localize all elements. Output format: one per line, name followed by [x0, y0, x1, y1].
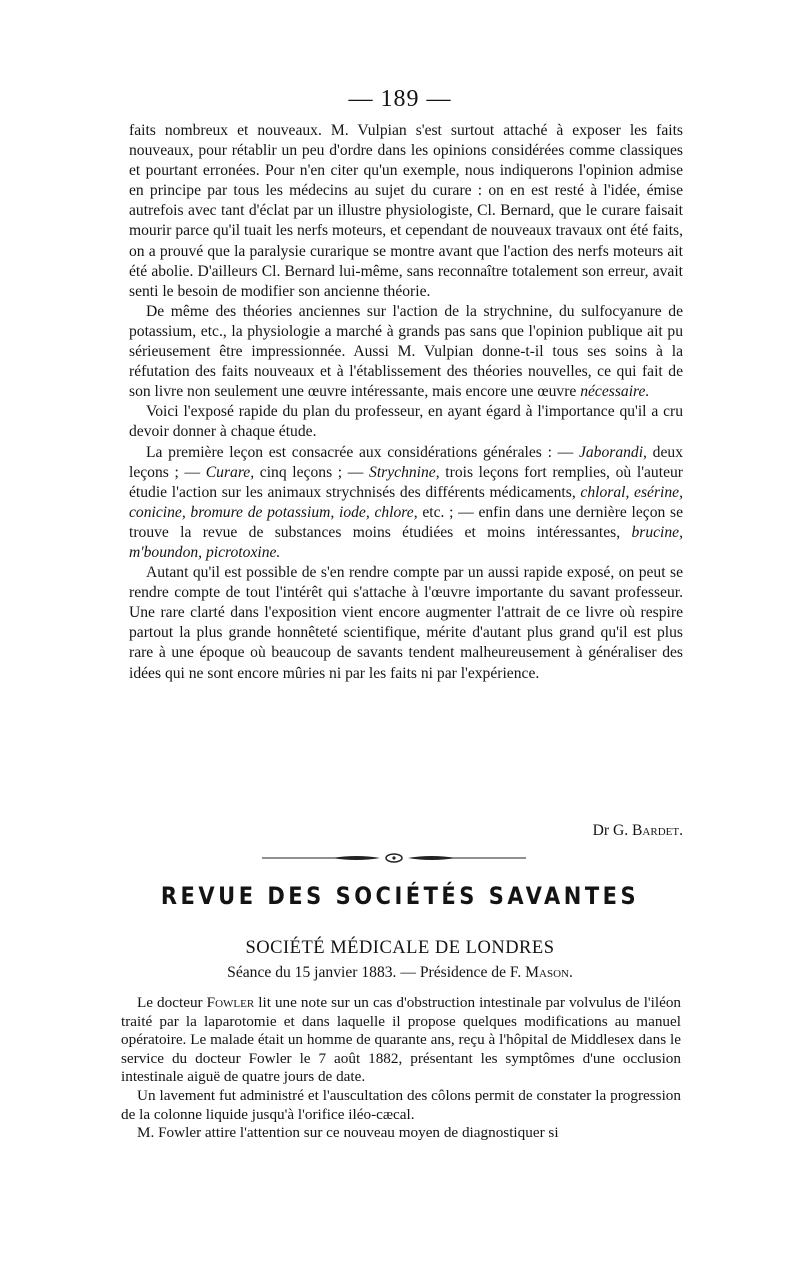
lesson-jaborandi: Jaborandi,	[578, 443, 647, 461]
lesson-text-4: etc. ; — enfin dans une dernière leçon se trouve la revue de substances moins étudiées et moins intéressantes,	[129, 503, 683, 541]
drug-list-1: chloral, esérine, conicine, bromure de potassium, iode, chlore,	[129, 483, 683, 521]
review-paragraph-3: Voici l'exposé rapide du plan du professeur, en ayant égard à l'importance qu'il a cru devoir donner à chaque étude.	[129, 403, 683, 441]
signature-prefix: Dr G.	[592, 822, 629, 839]
drug-list-2: brucine, m'boundon, picrotoxine.	[129, 523, 683, 561]
session-prefix: Séance du 15 janvier 1883. — Présidence de F.	[227, 964, 522, 981]
society-name: SOCIÉTÉ MÉDICALE DE LONDRES	[245, 938, 555, 958]
lesson-text-3: trois leçons fort remplies, où l'auteur étudie l'action sur les animaux strychnisés des différents médicaments,	[129, 463, 683, 501]
report-p1-a: Le docteur	[137, 994, 203, 1011]
signature-name: Bardet.	[632, 822, 683, 839]
review-paragraph-2-text: De même des théories anciennes sur l'action de la strychnine, du sulfocyanure de potassium, etc., la physiologie a marché à grands pas sans que l'opinion publique ait pu sérieusement être impressionnée. Aussi M. Vulpian donne-t-il tous ses soins à la réfutation des faits nouveaux et à l'établissement des théories nouvelles, ce qui fait de son livre non seulement une œuvre intéressante, mais encore une œuvre	[129, 302, 683, 401]
book-review	[129, 121, 683, 684]
lesson-intro: La première leçon est consacrée aux considérations générales : —	[146, 443, 574, 461]
report-paragraph-2: Un lavement fut administré et l'auscultation des côlons permit de constater la progression de la colonne liquide jusqu'à l'orifice iléo-cæcal.	[121, 1086, 681, 1123]
report-p1-name: Fowler	[206, 994, 255, 1011]
ornament-center-dot	[392, 856, 395, 859]
review-paragraph-2	[129, 302, 683, 402]
review-paragraph-4	[129, 443, 683, 564]
lesson-text-1: deux leçons ; —	[129, 443, 683, 481]
review-paragraph-5: Autant qu'il est possible de s'en rendre compte par un aussi rapide exposé, on peut se rendre compte de tout l'intérêt qui s'attache à l'œuvre importante du savant professeur. Une rare clarté dans l'exposition vient encore augmenter l'attrait de ce livre où respire partout la plus grande honnêteté scientifique, mérite d'autant plus grand qu'il est plus rare à une époque où beaucoup de savants tendent malheureusement à généraliser des idées qui ne sont encore mûries ni par les faits ni par l'expérience.	[129, 564, 683, 682]
session-president: Mason.	[525, 964, 573, 981]
review-signature	[0, 822, 683, 840]
review-paragraph-1: faits nombreux et nouveaux. M. Vulpian s'est surtout attaché à exposer les faits nouveaux, pour rétablir un peu d'ordre dans les opinions considérées comme classiques et pourtant erronées. Pour n'en citer qu'un exemple, nous indiquerons l'opinion admise en principe par tous les médecins au sujet du curare : on en est resté à l'idée, émise autrefois avec tant d'éclat par un illustre physiologiste, Cl. Bernard, que le curare faisait mourir parce qu'il tuait les nerfs moteurs, et cependant de nouveaux travaux ont été faits, on a prouvé que la paralysie curarique se montre avant que l'action des nerfs moteurs ait été abolie. D'ailleurs Cl. Bernard lui-même, sans reconnaître totalement son erreur, avait senti le besoin de modifier son ancienne théorie.	[129, 122, 683, 300]
report-p1-b: lit une note sur un cas d'obstruction intestinale par volvulus de l'iléon traité par la laparotomie et dans laquelle il propose quelques modifications au manuel opératoire. Le malade était un homme de quarante ans, reçu à l'hôpital de Middlesex dans le service du docteur Fowler le 7 août 1882, présentant les symptômes d'une occlusion intestinale aiguë de quatre jours de date.	[121, 994, 682, 1086]
section-title: REVUE DES SOCIÉTÉS SAVANTES	[160, 882, 640, 910]
lesson-curare: Curare,	[205, 463, 255, 481]
review-paragraph-2-italic: nécessaire.	[580, 383, 650, 401]
report-paragraph-3: M. Fowler attire l'attention sur ce nouveau moyen de diagnostiquer si	[137, 1124, 559, 1142]
page-number: — 189 —	[348, 86, 452, 112]
session-line	[0, 964, 800, 982]
ornament-left-wedge	[332, 856, 380, 860]
session-report	[121, 994, 681, 1143]
report-paragraph-1	[121, 994, 681, 1087]
ornament-divider	[262, 848, 526, 868]
lesson-text-2: cinq leçons ; —	[254, 463, 370, 481]
lesson-strychnine: Strychnine,	[369, 463, 440, 481]
